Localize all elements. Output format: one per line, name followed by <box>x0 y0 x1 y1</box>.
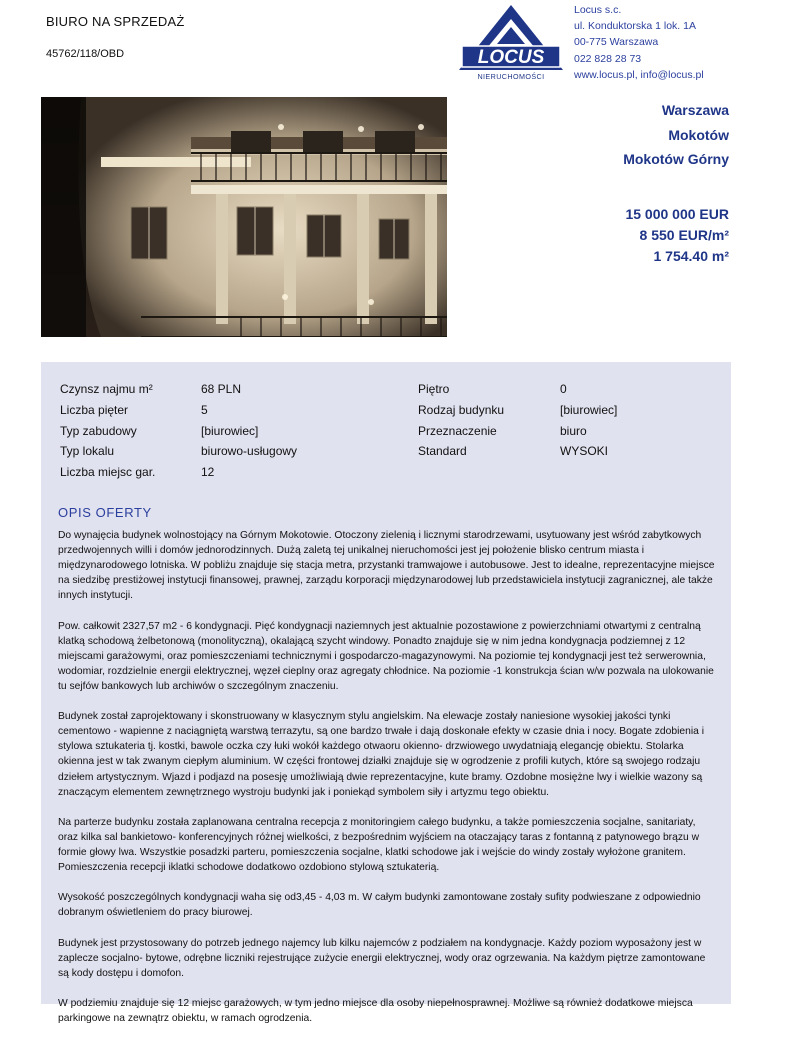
param-value: 0 <box>560 382 567 396</box>
param-label: Standard <box>418 444 467 459</box>
description-paragraph: Na parterze budynku została zaplanowana centralna recepcja z monitoringiem całego budynku, a także pomieszczenia socjalne, sanitariaty, oraz kilka sal bankietowo- konferencyjnych różnej wielkości, z bezpośrednim wyjściem na otaczający taras z fontanną z patynowego brązu w formie głowy lwa. Wszystkie posadzki parteru, pomieszczenia socjalne, klatki schodowe jak i wejście do windy zostały wyłożone granitem. Pomieszczenia recepcji iklatki schodowe dodatkowo ozdobiono stylową sztukaterią. <box>58 816 700 874</box>
param-value: [biurowiec] <box>201 423 259 438</box>
contact-web-link[interactable]: www.locus.pl, info@locus.pl <box>574 68 704 81</box>
logo-tagline: NIERUCHOMOŚCI <box>477 72 545 81</box>
param-row <box>60 441 710 462</box>
contact-company: Locus s.c. <box>574 4 622 16</box>
param-label: Liczba miejsc gar. <box>60 465 156 480</box>
param-row <box>60 462 710 483</box>
param-value: WYSOKI <box>560 444 609 459</box>
location-district: Mokotów <box>668 126 729 143</box>
description-paragraph: Budynek jest przystosowany do potrzeb jednego najemcy lub kilku najemców z podziałem na kondygnacje. Każdy poziom wyposażony jest w zaplecze socjalno- bytowe, odrębne liczniki rejestrujące zużycie energii elektrycznej, wody oraz ogrzewania. Na każdym piętrze zamontowane są kody dostępu i domofon. <box>58 937 706 979</box>
params-table <box>60 379 710 483</box>
description-text <box>58 528 718 1041</box>
contact-phone[interactable]: 022 828 28 73 <box>574 52 642 65</box>
location-subdistrict: Mokotów Górny <box>623 151 729 167</box>
locus-logo-graphic <box>458 2 564 84</box>
offer-title: BIURO NA SPRZEDAŻ <box>46 14 185 29</box>
price-block <box>625 204 729 267</box>
area-total: 1 754.40 m² <box>653 248 729 264</box>
param-value: 12 <box>201 465 215 480</box>
contact-street: ul. Konduktorska 1 lok. 1A <box>574 20 696 33</box>
param-label: Typ lokalu <box>60 444 115 459</box>
param-value: biurowo-usługowy <box>201 444 298 459</box>
price-per-m2: 8 550 EUR/m² <box>639 227 729 243</box>
building-photo <box>41 97 447 337</box>
param-row <box>60 421 710 442</box>
description-paragraph: Do wynajęcia budynek wolnostojący na Górnym Mokotowie. Otoczony zielenią i licznymi starodrzewami, usytuowany jest wśród zabytkowych przedwojennych willi i domów jednorodzinnych. Dużą zaletą tej unikalnej nieruchomości jest jej położenie blisko centrum miasta i międzynarodowego lotniska. W pobliżu znajduje się stacja metra, przystanki tramwajowe i autobusowe. Jest to idealne, reprezentacyjne miejsce na siedzibę prestiżowej instytucji finansowej, prawnej, zarządu korporacji międzynarodowej lub przedstawiciela instytucji zagranicznej, ale także innych instytucji. <box>58 530 715 602</box>
logo-brand: LOCUS <box>477 47 545 68</box>
contact-block <box>574 2 704 83</box>
location-block <box>623 98 729 172</box>
param-label: Przeznaczenie <box>418 423 497 438</box>
description-paragraph: W podziemiu znajduje się 12 miejsc garażowych, w tym jedno miejsce dla osoby niepełnosprawnej. Możliwe są również dodatkowe miejsca parkingowe na zewnątrz obiektu, w ramach ogrodzenia. <box>58 997 693 1024</box>
locus-logo[interactable] <box>458 2 564 84</box>
description-paragraph: Budynek został zaprojektowany i skonstruowany w klasycznym stylu angielskim. Na elewacje zostały naniesione wysokiej jakości tynki cementowo - wapienne z naciągniętą warstwą terrazytu, są one bardzo trwałe i dają doskonałe efekty w czasie dnia i nocy. Bogate zdobienia i stylowa sztukateria tj. kostki, bawole oczka czy łuki wokół każdego otwaoru okienno- drzwiowego uwydatniają elegancję obiektu. Stolarka okienna jest w tak zwanym ciepłym aluminium. W części frontowej działki znajduje się w ogrodzenie z profili kutych, które są swojego rodzaju dziełem artystycznym. Wjazd i podjazd na posesję umożliwiają dwie reprezentacyjne, kute bramy. Ozdobne mosiężne lwy i wielkie wazony są znaczącym elementem zewnętrznego wystroju budynki jak i poniekąd symbolem siły i artyzmu tego obiektu. <box>58 711 705 798</box>
param-row <box>60 379 710 400</box>
param-label: Rodzaj budynku <box>418 402 505 417</box>
param-value: biuro <box>560 423 587 438</box>
param-label: Liczba pięter <box>60 402 129 417</box>
description-paragraph: Wysokość poszczególnych kondygnacji waha się od3,45 - 4,03 m. W całym budynki zamontowane zostały sufity podwieszane z odpowiednio dobranym oświetleniem do pracy biurowej. <box>58 892 701 919</box>
param-label: Czynsz najmu m² <box>60 382 153 396</box>
param-value: 68 PLN <box>201 382 242 396</box>
location-city: Warszawa <box>661 102 729 118</box>
param-label: Piętro <box>418 382 450 396</box>
param-value: 5 <box>201 402 208 417</box>
offer-reference: 45762/118/OBD <box>46 48 125 60</box>
description-heading: OPIS OFERTY <box>58 505 152 520</box>
param-label: Typ zabudowy <box>60 423 137 438</box>
param-value: [biurowiec] <box>560 402 618 417</box>
details-panel <box>41 362 731 1024</box>
contact-postal: 00-775 Warszawa <box>574 36 659 49</box>
price-total: 15 000 000 EUR <box>625 206 729 222</box>
param-row <box>60 400 710 421</box>
description-paragraph: Pow. całkowit 2327,57 m2 - 6 kondygnacji. Pięć kondygnacji naziemnych jest aktualnie pozostawione z powierzchniami otwartymi z centralną klatką schodową żelbetonową (monolityczną), okalającą szycht windowy. Ponadto znajduje się w nim jedna kondygnacja podziemnej z 12 miejscami garażowymi, oraz pomieszczeniami technicznymi i gospodarczo-magazynowymi. Na poziomie tej kondygnacji jest też serwerownia, wodomiar, rozdzielnie energii elektrycznej, węzeł cieplny oraz agregaty chłodnice. Na poziomie -1 konstrukcja ścian w/w pozwala na ulokowanie tu sejfów bankowych lub archiwów o szczególnym znaczeniu. <box>58 620 714 692</box>
